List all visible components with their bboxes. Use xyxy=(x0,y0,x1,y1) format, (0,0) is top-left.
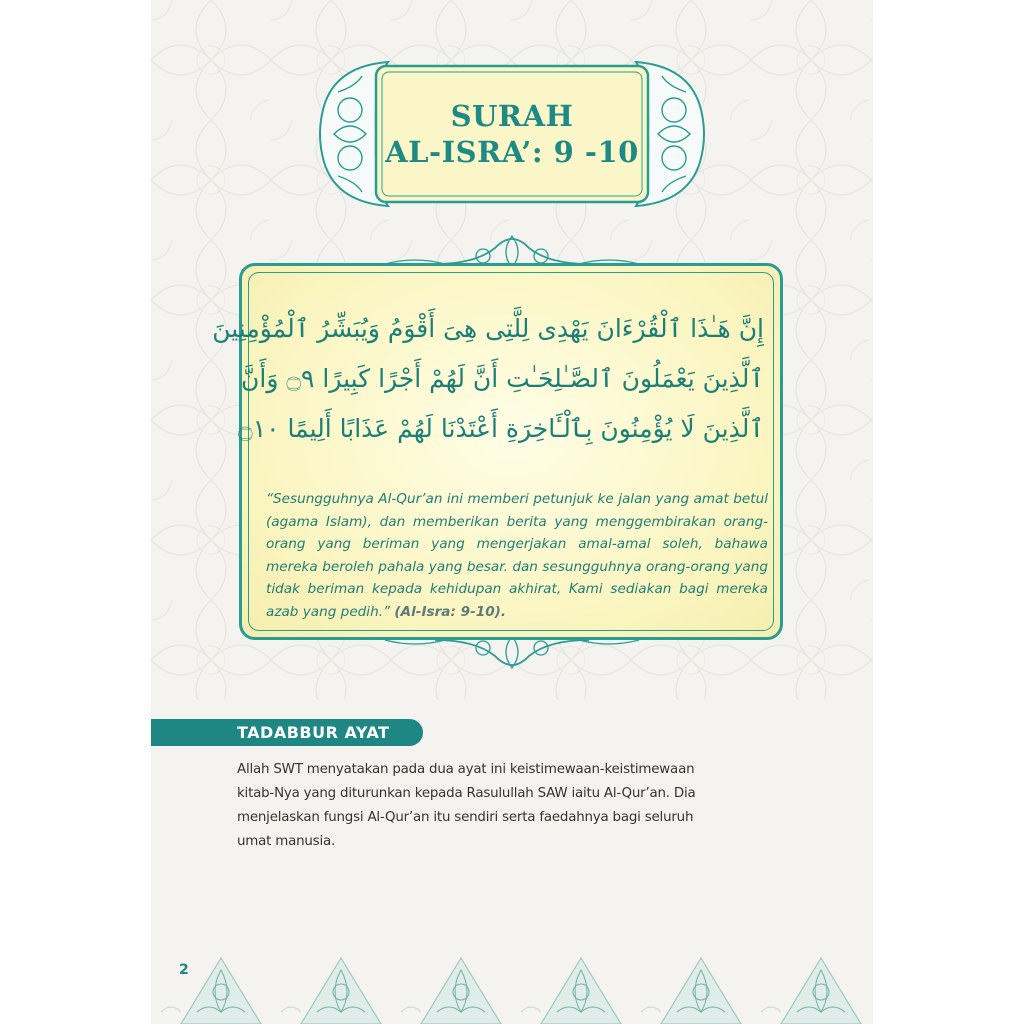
title-plaque xyxy=(316,56,708,212)
tadabbur-line-1: Allah SWT menyatakan pada dua ayat ini keistimewaan-keistimewaan xyxy=(237,762,695,777)
verse-panel xyxy=(212,226,789,676)
tadabbur-line-3: menjelaskan fungsi Al-Qur’an itu sendiri serta faedahnya bagi seluruh xyxy=(237,810,694,825)
footer-ornament xyxy=(151,952,873,1024)
verse-translation xyxy=(266,488,768,623)
tadabbur-heading: TADABBUR AYAT xyxy=(237,723,390,742)
verse-card xyxy=(212,263,783,640)
arabic-line-3: ٱلَّذِينَ لَا يُؤْمِنُونَ بِٱلْـَٔاخِرَةِ أَعْتَدْنَا لَهُمْ عَذَابًا أَلِيمًا ۝١٠ xyxy=(238,414,764,443)
arabic-line-2: ٱلَّذِينَ يَعْمَلُونَ ٱلصَّـٰلِحَـٰتِ أَنَّ لَهُمْ أَجْرًا كَبِيرًا ۝٩ وَأَنَّ xyxy=(241,364,764,393)
tadabbur-line-4: umat manusia. xyxy=(237,834,336,849)
title-line-2: AL-ISRA’: 9 -10 xyxy=(385,135,639,169)
arabic-verse xyxy=(212,304,764,454)
tadabbur-header-bar xyxy=(151,719,423,746)
tadabbur-body xyxy=(237,758,793,854)
verse-reference: (Al-Isra: 9-10). xyxy=(394,603,507,620)
page xyxy=(151,0,873,1024)
title-line-1: SURAH xyxy=(450,99,574,133)
arabic-line-1: إِنَّ هَـٰذَا ٱلْقُرْءَانَ يَهْدِى لِلَّتِى هِىَ أَقْوَمُ وَيُبَشِّرُ ٱلْمُؤْمِنِينَ xyxy=(212,314,764,343)
tadabbur-line-2: kitab-Nya yang diturunkan kepada Rasulullah SAW iaitu Al-Qur’an. Dia xyxy=(237,786,696,801)
title-text xyxy=(384,74,640,194)
translation-text: “Sesungguhnya Al-Qur’an ini memberi petunjuk ke jalan yang amat betul (agama Islam), dan memberikan berita yang menggembirakan orang-orang yang beriman yang mengerjakan amal-amal soleh, bahawa mereka beroleh pahala yang besar. dan sesungguhnya orang-orang yang tidak beriman kepada kehidupan akhirat, Kami sediakan bagi mereka azab yang pedih.” xyxy=(266,491,768,620)
